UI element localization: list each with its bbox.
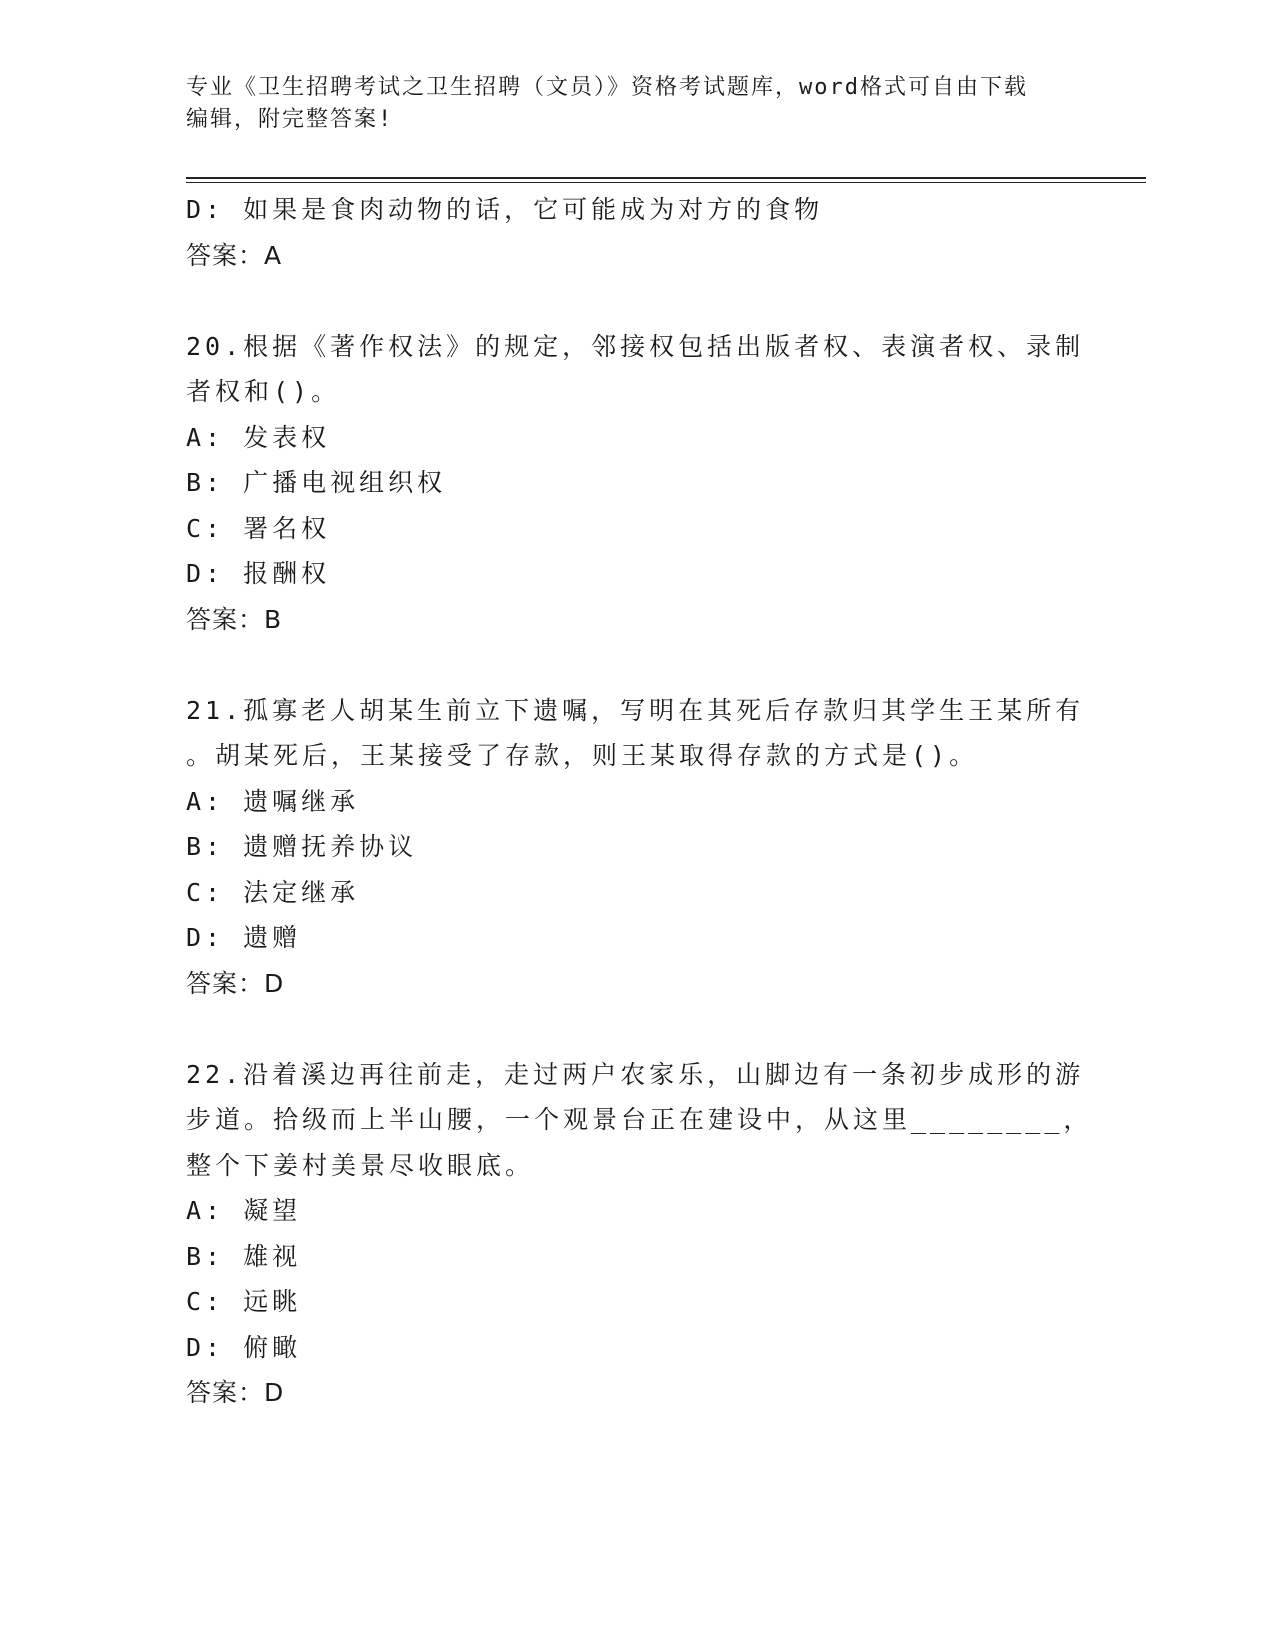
question-stem-line: 20.根据《著作权法》的规定，邻接权包括出版者权、表演者权、录制 [186,331,1085,361]
answer: 答案：D [186,968,285,998]
option-a: A: 凝望 [186,1196,302,1225]
question-stem-line: 者权和()。 [186,377,341,406]
header-line-1: 专业《卫生招聘考试之卫生招聘（文员）》资格考试题库，word格式可自由下载 [186,75,1028,100]
option-b: B: 遗赠抚养协议 [186,832,418,861]
spacer [186,1006,1086,1052]
option-c: C: 远眺 [186,1287,302,1316]
option-d: D: 报酬权 [186,559,331,588]
question-stem-line: 21.孤寡老人胡某生前立下遗嘱，写明在其死后存款归其学生王某所有 [186,695,1085,725]
header-divider-thick [186,177,1146,179]
answer: 答案：D [186,1378,285,1407]
question-stem-line: 步道。拾级而上半山腰，一个观景台正在建设中，从这里________， [186,1105,1093,1134]
question-stem-line: 22.沿着溪边再往前走，走过两户农家乐，山脚边有一条初步成形的游 [186,1059,1085,1089]
question-20 [186,324,1086,643]
option-c: C: 署名权 [186,513,331,543]
option-d: D: 遗赠 [186,923,302,952]
question-stem-line: 整个下姜村美景尽收眼底。 [186,1150,535,1180]
question-22 [186,1052,1093,1416]
option-b: B: 广播电视组织权 [186,468,447,497]
option-b: B: 雄视 [186,1241,302,1271]
question-list [186,187,1093,1416]
header-divider-thin [186,182,1146,183]
header-line-2: 编辑，附完整答案! [186,107,394,132]
option-a: A: 发表权 [186,422,331,452]
option-a: A: 遗嘱继承 [186,786,360,816]
prev-option-d: D: 如果是食肉动物的话，它可能成为对方的食物 [186,195,824,224]
prev-answer: 答案：A [186,240,283,270]
option-c: C: 法定继承 [186,877,360,907]
document-header [186,72,1066,136]
question-stem-line: 。胡某死后，王某接受了存款，则王某取得存款的方式是()。 [186,741,979,770]
spacer [186,642,1086,688]
option-d: D: 俯瞰 [186,1332,302,1362]
spacer [186,278,1086,324]
answer: 答案：B [186,604,283,634]
question-21 [186,688,1086,1007]
